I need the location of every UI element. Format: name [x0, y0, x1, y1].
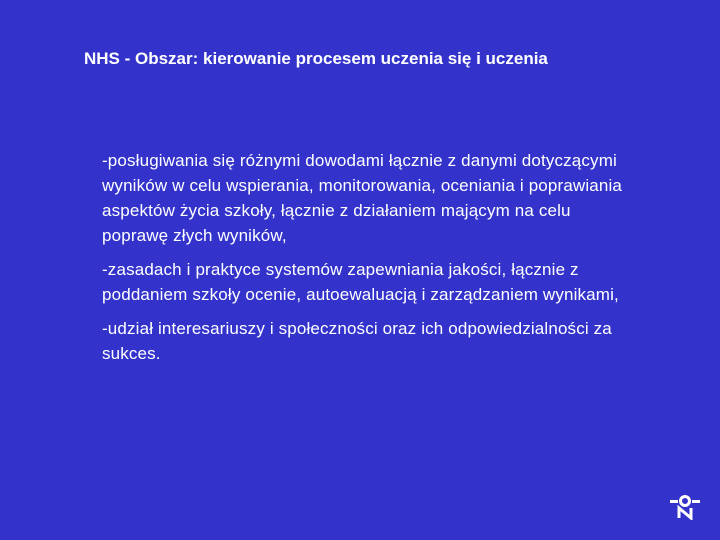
paragraph-quality-assurance: -zasadach i praktyce systemów zapewniania jakości, łącznie z poddaniem szkoły ocenie, autoewaluacją i zarządzaniem wynikami, [102, 260, 619, 304]
paragraph-stakeholders: -udział interesariuszy i społeczności oraz ich odpowiedzialności za sukces. [102, 319, 612, 363]
on-logo-icon [668, 494, 702, 520]
slide-body [102, 148, 622, 375]
slide-title: NHS - Obszar: kierowanie procesem uczenia się i uczenia [84, 49, 548, 68]
paragraph-evidence: -posługiwania się różnymi dowodami łącznie z danymi dotyczącymi wyników w celu wspierania, monitorowania, oceniania i poprawiania aspektów życia szkoły, łącznie z działaniem mającym na celu poprawę złych wyników, [102, 151, 623, 245]
